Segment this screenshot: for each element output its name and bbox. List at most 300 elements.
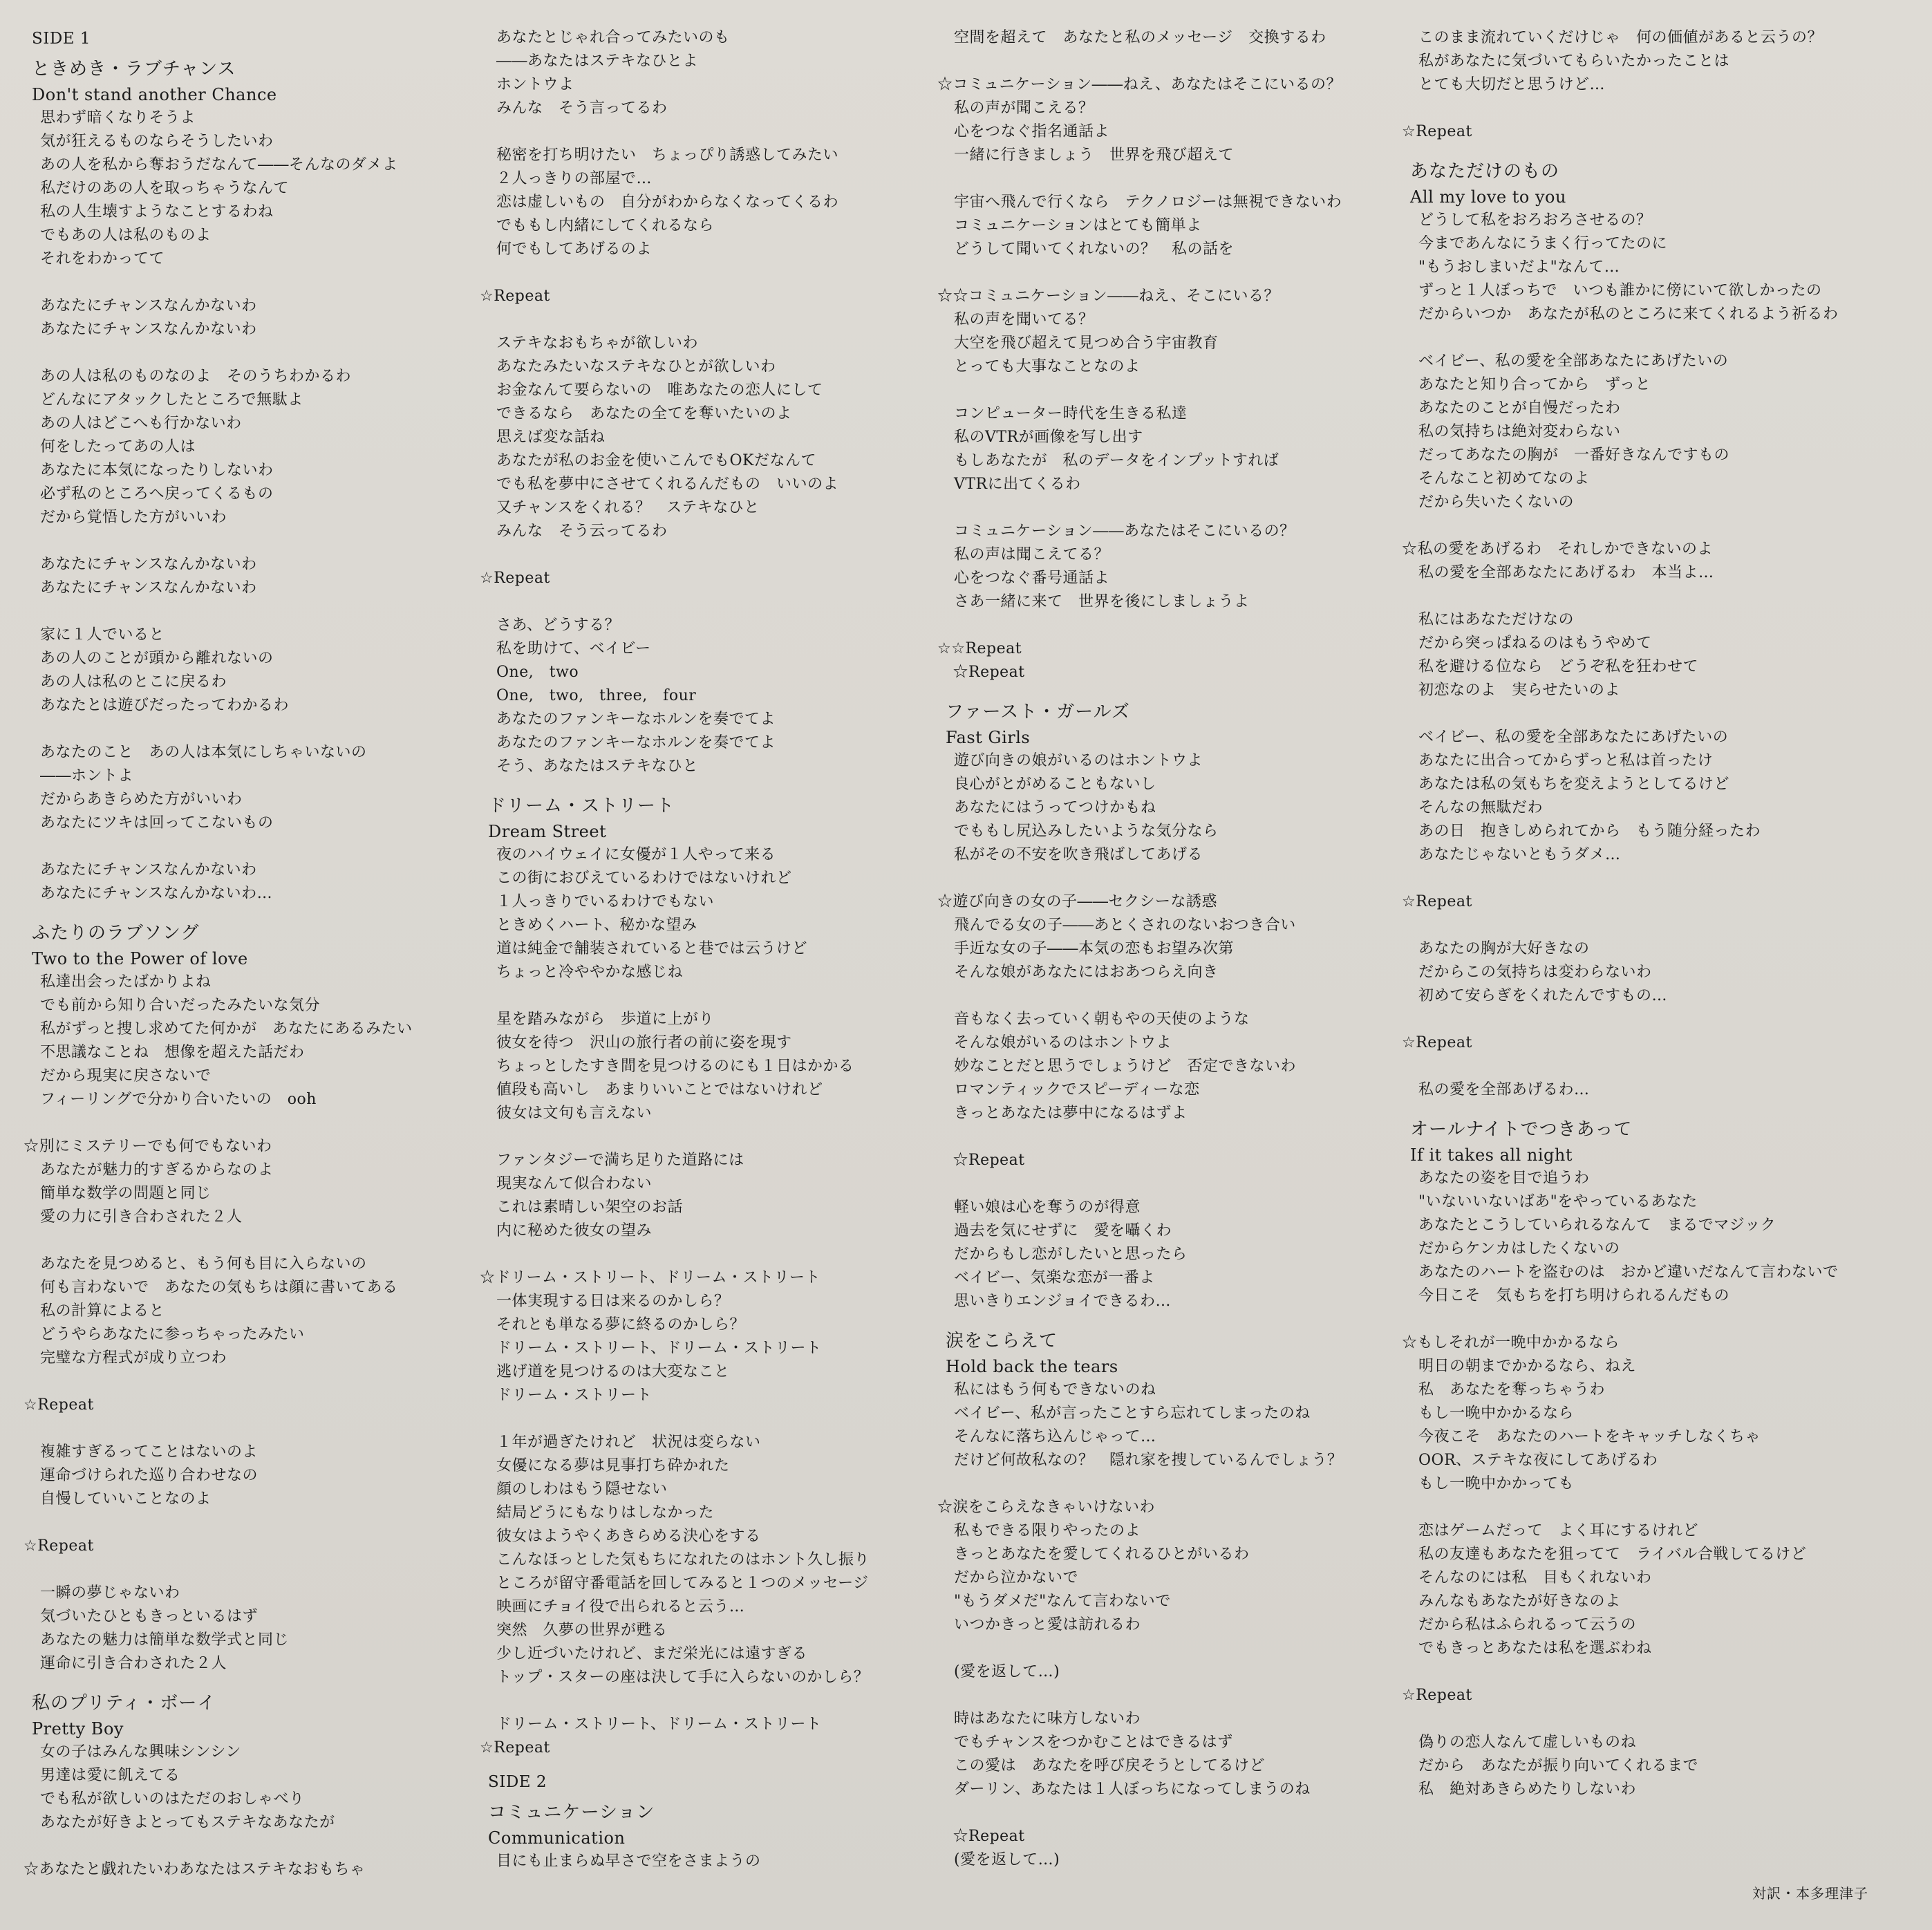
lyric-line: 私の友達もあなたを狙ってて ライバル合戦してるけど	[1418, 1546, 1807, 1563]
stanza-gap	[946, 167, 1402, 191]
lyric-line: トップ・スターの座は決して手に入らないのかしら？	[496, 1669, 870, 1686]
lyric-line: あなたが好きよとってもステキなあなたが	[40, 1814, 335, 1831]
lyric-line: だから失いたくないの	[1418, 494, 1575, 511]
side-label: SIDE 1	[32, 30, 91, 48]
lyric-line: 家に１人でいると	[40, 626, 165, 644]
lyric-line: 何も言わないで あなたの気もちは顔に書いてある	[40, 1279, 398, 1296]
song-title-english: Hold back the tears	[946, 1357, 1118, 1376]
lyric-line: だからあきらめた方がいいわ	[40, 791, 243, 808]
song-title: ときめき・ラブチャンス	[32, 59, 236, 79]
lyric-line: あなたにチャンスなんかないわ	[40, 579, 257, 597]
lyric-line: こんなほっとした気もちになれたのはホント久し振り	[496, 1551, 870, 1568]
lyric-line: 私にはあなただけなの	[1418, 611, 1575, 628]
side-label: SIDE 2	[488, 1773, 547, 1791]
lyric-line: 私がずっと捜し求めてた何かが あなたにあるみたい	[40, 1020, 413, 1038]
lyric-line: この愛は あなたを呼び戻そうとしてるけど	[954, 1757, 1266, 1774]
stanza-gap	[946, 1637, 1402, 1660]
lyric-line: 今夜こそ あなたのハートをキャッチしなくちゃ	[1418, 1428, 1761, 1445]
lyric-line: 女優になる夢は見事打ち砕かれた	[496, 1457, 730, 1474]
lyric-line: 偽りの恋人なんて虚しいものね	[1418, 1734, 1637, 1751]
lyric-line: 私の声は聞こえてる？	[954, 546, 1110, 563]
song-title-english: Dream Street	[488, 822, 607, 841]
lyric-line: きっとあなたを愛してくれるひとがいるわ	[954, 1546, 1250, 1563]
lyric-line: 私のVTRが画像を写し出す	[954, 429, 1143, 446]
lyric-line: 時はあなたに味方しないわ	[954, 1710, 1141, 1727]
lyric-line: だけど何故私なの？ 隠れ家を捜しているんでしょう？	[954, 1452, 1343, 1469]
stanza-gap	[946, 984, 1402, 1008]
lyric-line: ドリーム・ストリート	[496, 1387, 653, 1404]
column-3	[937, 26, 1402, 1872]
lyric-line: 心をつなぐ番号通話よ	[954, 570, 1110, 587]
lyric-line: でもきっとあなたは私を選ぶわね	[1418, 1640, 1652, 1657]
stanza-gap	[488, 1689, 944, 1713]
lyric-line: そんなこと初めてなのよ	[1418, 470, 1590, 487]
song-title-english: Don't stand another Chance	[32, 85, 277, 104]
lyric-line: 妙なことだと思うでしょうけど 否定できないわ	[954, 1058, 1297, 1075]
stanza-gap	[946, 379, 1402, 402]
lyric-line: 心をつなぐ指名通話よ	[954, 123, 1110, 140]
stanza-gap	[488, 543, 944, 567]
lyric-line: ファンタジーで満ち足りた道路には	[496, 1152, 744, 1169]
song-title: ふたりのラブソング	[32, 923, 200, 944]
chorus-line: ☆Repeat	[480, 1739, 550, 1756]
chorus-line: ☆Repeat	[480, 570, 550, 587]
lyric-line: あなたのことが自慢だったわ	[1418, 400, 1621, 417]
lyric-line: 一瞬の夢じゃないわ	[40, 1584, 180, 1602]
lyric-line: だからこの気持ちは変わらないわ	[1418, 964, 1652, 981]
chorus-line: ☆☆コミュニケーション――ねえ、そこにいる？	[937, 288, 1280, 305]
stanza-gap	[32, 1835, 488, 1858]
lyric-line: だから突っぱねるのはもうやめて	[1418, 635, 1652, 652]
song-title-english: Pretty Boy	[32, 1719, 124, 1739]
stanza-gap	[488, 1125, 944, 1149]
lyric-line: あなたにチャンスなんかないわ	[40, 321, 257, 338]
stanza-gap	[1410, 1496, 1908, 1519]
lyric-line: 思わず暗くなりそうよ	[40, 109, 196, 127]
stanza-gap	[32, 1370, 488, 1394]
lyric-line: でももし内緒にしてくれるなら	[496, 217, 715, 234]
lyric-line: だからもし恋がしたいと思ったら	[954, 1246, 1188, 1263]
lyric-line: 顔のしわはもう隠せない	[496, 1481, 668, 1498]
stanza-gap	[946, 1313, 1402, 1323]
lyric-line: ちょっとしたすき間を見つけるのにも１日はかかる	[496, 1058, 854, 1075]
stanza-gap	[946, 867, 1402, 890]
lyric-line: One, two	[496, 664, 579, 681]
chorus-line: ☆もしそれが一晩中かかるなら	[1402, 1334, 1620, 1351]
lyric-line: "いないいないばあ"をやっているあなた	[1418, 1193, 1698, 1210]
lyric-line: 秘密を打ち明けたい ちょっぴり誘惑してみたい	[496, 147, 839, 164]
lyric-line: ベイビー、私が言ったことすら忘れてしまったのね	[954, 1405, 1311, 1422]
lyric-line: 運命に引き合わされた２人	[40, 1655, 227, 1672]
stanza-gap	[32, 1112, 488, 1135]
lyric-line: 女の子はみんな興味シンシン	[40, 1743, 241, 1761]
lyric-line: 過去を気にせずに 愛を囁くわ	[954, 1222, 1172, 1239]
lyric-line: そんな娘がいるのはホントウよ	[954, 1034, 1172, 1051]
lyric-line: できるなら あなたの全てを奪いたいのよ	[496, 405, 792, 422]
lyric-line: 私 絶対あきらめたりしないわ	[1418, 1781, 1637, 1798]
stanza-gap	[488, 1760, 944, 1770]
stanza-gap	[488, 1243, 944, 1266]
stanza-gap	[32, 1558, 488, 1582]
chorus-line: ☆別にミステリーでも何でもないわ	[24, 1138, 272, 1155]
stanza-gap	[1410, 1008, 1908, 1031]
chorus-line: ☆Repeat	[937, 664, 1025, 681]
lyric-line: これは素晴しい架空のお話	[496, 1199, 684, 1216]
lyric-line: この街におびえているわけではないけれど	[496, 870, 792, 887]
lyric-line: あなたにチャンスなんかないわ	[40, 297, 257, 315]
stanza-gap	[946, 1472, 1402, 1496]
lyric-line: 何をしたってあの人は	[40, 438, 196, 456]
lyric-line: あなたのハートを盗むのは おかど違いだなんて言わないで	[1418, 1264, 1839, 1281]
lyric-line: 星を踏みながら 歩道に上がり	[496, 1011, 715, 1028]
lyric-line: 私の声を聞いてる？	[954, 311, 1094, 328]
stanza-gap	[946, 496, 1402, 520]
lyric-line: あの人はどこへも行かないわ	[40, 415, 242, 432]
lyric-line: ホントウよ	[496, 76, 574, 93]
lyric-line: あなたじゃないともうダメ…	[1418, 846, 1621, 863]
stanza-gap	[32, 1511, 488, 1535]
lyric-line: 自慢していいことなのよ	[40, 1490, 212, 1508]
lyric-line: 私を避ける位なら どうぞ私を狂わせて	[1418, 658, 1699, 675]
stanza-gap	[32, 1417, 488, 1441]
stanza-gap	[1410, 1707, 1908, 1731]
lyric-line: ――ホントよ	[40, 767, 134, 785]
column-2	[480, 26, 944, 1873]
lyric-line: ときめくハート、秘かな望み	[496, 917, 697, 934]
lyric-line: 私にはもう何もできないのね	[954, 1381, 1156, 1398]
lyric-line: 突然 久夢の世界が甦る	[496, 1622, 668, 1639]
lyric-line: あの人は私のとこに戻るわ	[40, 673, 227, 691]
lyric-line: あの人は私のものなのよ そのうちわかるわ	[40, 368, 352, 385]
lyric-line: 今まであんなにうまく行ってたのに	[1418, 235, 1668, 252]
lyric-line: だからいつか あなたが私のところに来てくれるよう祈るわ	[1418, 306, 1839, 323]
lyric-line: 不思議なことね 想像を超えた話だわ	[40, 1044, 305, 1061]
song-title-english: Communication	[488, 1828, 626, 1848]
lyric-line: 手近な女の子――本気の恋もお望み次第	[954, 940, 1235, 957]
song-title: 涙をこらえて	[946, 1331, 1058, 1351]
lyric-line: 音もなく去っていく朝もやの天使のような	[954, 1011, 1250, 1028]
chorus-line: ☆コミュニケーション――ねえ、あなたはそこにいるの？	[937, 76, 1342, 93]
lyric-line: One, two, three, four	[496, 687, 697, 704]
lyric-line: みんな そう言ってるわ	[496, 100, 668, 117]
lyric-line: (愛を返して…)	[954, 1663, 1060, 1680]
lyric-line: みんなもあなたが好きなのよ	[1418, 1593, 1621, 1610]
stanza-gap	[946, 1801, 1402, 1825]
lyric-line: 私の声が聞こえる？	[954, 100, 1094, 117]
chorus-line: ☆Repeat	[937, 1828, 1025, 1845]
stanza-gap	[488, 261, 944, 285]
lyric-line: フィーリングで分かり合いたいの ooh	[40, 1091, 317, 1108]
lyric-line: ――あなたはステキなひとよ	[496, 53, 699, 70]
lyric-line: だってあなたの胸が 一番好きなんですもの	[1418, 447, 1730, 464]
lyric-line: VTRに出てくるわ	[954, 476, 1081, 493]
lyric-line: あなたとこうしていられるなんて まるでマジック	[1418, 1217, 1776, 1234]
lyric-line: 夜のハイウェイに女優が１人やって来る	[496, 846, 776, 863]
stanza-gap	[946, 614, 1402, 637]
lyric-line: 気づいたひともきっといるはず	[40, 1608, 259, 1625]
lyric-line: ステキなおもちゃが欲しいわ	[496, 335, 699, 352]
lyric-line: 私の愛を全部あげるわ…	[1418, 1081, 1590, 1098]
lyric-line: 空間を超えて あなたと私のメッセージ 交換するわ	[954, 29, 1326, 46]
stanza-gap	[32, 906, 488, 915]
lyric-line: あなたの胸が大好きなの	[1418, 940, 1590, 957]
lyric-line: 内に秘めた彼女の望み	[496, 1222, 653, 1239]
lyric-line: あの日 抱きしめられてから もう随分経ったわ	[1418, 823, 1761, 840]
lyric-line: 今日こそ 気もちを打ち明けられるんだもの	[1418, 1287, 1730, 1304]
lyric-line: でもチャンスをつかむことはできるはず	[954, 1734, 1233, 1751]
lyric-line: 何でもしてあげるのよ	[496, 241, 653, 258]
lyric-line: 気が狂えるものならそうしたいわ	[40, 133, 274, 150]
lyric-line: ダーリン、あなたは１人ぼっちになってしまうのね	[954, 1781, 1311, 1798]
lyric-line: でも私を夢中にさせてくれるんだもの いいのよ	[496, 476, 839, 493]
stanza-gap	[1410, 914, 1908, 937]
lyric-line: そう、あなたはステキなひと	[496, 758, 699, 775]
stanza-gap	[488, 590, 944, 614]
lyric-line: 目にも止まらぬ早さで空をさまようの	[496, 1853, 761, 1870]
stanza-gap	[1410, 867, 1908, 890]
lyric-line: ちょっと冷ややかな感じね	[496, 964, 684, 981]
lyric-line: 私だけのあの人を取っちゃうなんて	[40, 180, 290, 197]
lyric-line: コミュニケーションはとても簡単よ	[954, 217, 1202, 234]
chorus-line: ☆Repeat	[24, 1537, 94, 1555]
lyric-line: 飛んでる女の子――あとくされのないおつき合い	[954, 917, 1296, 934]
lyric-line: ベイビー、私の愛を全部あなたにあげたいの	[1418, 353, 1729, 370]
lyric-line: とても大切だと思うけど…	[1418, 76, 1606, 93]
chorus-line: ☆涙をこらえなきゃいけないわ	[937, 1499, 1156, 1516]
stanza-gap	[32, 341, 488, 365]
lyric-line: だから覚悟した方がいいわ	[40, 509, 227, 526]
stanza-gap	[488, 1407, 944, 1431]
stanza-gap	[32, 835, 488, 859]
lyric-line: 私の人生壊すようなことするわね	[40, 203, 274, 221]
lyric-line: 私がその不安を吹き飛ばしてあげる	[954, 846, 1203, 863]
song-title-english: If it takes all night	[1410, 1145, 1573, 1165]
lyric-line: 軽い娘は心を奪うのが得意	[954, 1199, 1141, 1216]
lyric-line: 結局どうにもなりはしなかった	[496, 1504, 715, 1521]
song-title: あなただけのもの	[1410, 161, 1560, 182]
lyric-line: 思えば変な話ね	[496, 429, 606, 446]
lyric-line: あなたが私のお金を使いこんでもOKだなんて	[496, 452, 816, 469]
lyric-line: あなたとじゃれ合ってみたいのも	[496, 29, 730, 46]
stanza-gap	[1410, 1660, 1908, 1684]
lyric-line: あなたが魅力的すぎるからなのよ	[40, 1161, 274, 1179]
chorus-line: ☆Repeat	[1402, 1687, 1472, 1704]
lyric-line: 複雑すぎるってことはないのよ	[40, 1443, 259, 1461]
lyric-line: 恋はゲームだって よく耳にするけれど	[1418, 1522, 1699, 1539]
lyric-line: 宇宙へ飛んで行くなら テクノロジーは無視できないわ	[954, 194, 1342, 211]
lyric-line: "もうおしまいだよ"なんて…	[1418, 259, 1620, 276]
stanza-gap	[488, 984, 944, 1008]
stanza-gap	[1410, 514, 1908, 538]
lyric-line: そんなのには私 目もくれないわ	[1418, 1569, 1652, 1586]
lyric-line: でもあの人は私のものよ	[40, 227, 212, 244]
lyric-line: もし一晩中かかっても	[1418, 1475, 1575, 1492]
lyric-line: あなたにチャンスなんかないわ…	[40, 885, 273, 902]
stanza-gap	[1410, 97, 1908, 120]
lyric-line: 運命づけられた巡り合わせなの	[40, 1467, 259, 1484]
stanza-gap	[488, 778, 944, 788]
stanza-gap	[1410, 1102, 1908, 1112]
lyric-line: 現実なんて似合わない	[496, 1175, 653, 1192]
lyric-line: 逃げ道を見つけるのは大変なこと	[496, 1363, 730, 1380]
lyric-line: あなたとは遊びだったってわかるわ	[40, 697, 290, 714]
song-title: ファースト・ガールズ	[946, 702, 1130, 722]
lyric-line: 一体実現する日は来るのかしら？	[496, 1293, 730, 1310]
lyric-line: コンピューター時代を生きる私達	[954, 405, 1188, 422]
lyric-line: 映画にチョイ役で出られると云う…	[496, 1598, 745, 1615]
chorus-line: ☆Repeat	[24, 1396, 94, 1414]
lyric-line: あなたのファンキーなホルンを奏でてよ	[496, 711, 776, 728]
lyric-line: あなたにチャンスなんかないわ	[40, 556, 257, 573]
lyric-line: どんなにアタックしたところで無駄よ	[40, 391, 303, 409]
lyric-line: 大空を飛び超えて見つめ合う宇宙教育	[954, 335, 1219, 352]
song-title: コミュニケーション	[488, 1802, 655, 1823]
stanza-gap	[946, 1684, 1402, 1707]
lyric-line: 私もできる限りやったのよ	[954, 1522, 1141, 1539]
song-title: 私のプリティ・ボーイ	[32, 1693, 216, 1714]
chorus-line: ☆Repeat	[1402, 1034, 1472, 1051]
lyric-line: 彼女を待つ 沢山の旅行者の前に姿を現す	[496, 1034, 792, 1051]
song-title-english: Fast Girls	[946, 728, 1031, 747]
stanza-gap	[1410, 1308, 1908, 1331]
lyric-line: あなたの魅力は簡単な数学式と同じ	[40, 1631, 290, 1649]
lyric-line: 彼女は文句も言えない	[496, 1105, 653, 1122]
lyric-line: このまま流れていくだけじゃ 何の価値があると云うの？	[1418, 29, 1823, 46]
lyric-line: 私を助けて、ベイビー	[496, 640, 651, 657]
lyric-line: 初めて安らぎをくれたんですもの…	[1418, 987, 1668, 1004]
stanza-gap	[1410, 144, 1908, 153]
lyric-line: だから現実に戻さないで	[40, 1067, 212, 1085]
stanza-gap	[32, 271, 488, 294]
lyric-line: コミュニケーション――あなたはそこにいるの？	[954, 523, 1295, 540]
stanza-gap	[32, 1229, 488, 1253]
song-title: ドリーム・ストリート	[488, 796, 675, 816]
song-title: オールナイトでつきあって	[1410, 1119, 1633, 1140]
lyric-line: 私の計算によると	[40, 1302, 165, 1320]
lyric-line: どうして私をおろおろさせるの？	[1418, 212, 1652, 229]
lyric-line: ドリーム・ストリート、ドリーム・ストリート	[496, 1716, 822, 1733]
lyric-line: 私の愛を全部あなたにあげるわ 本当よ…	[1418, 564, 1714, 581]
lyric-line: どうやらあなたに参っちゃったみたい	[40, 1326, 305, 1343]
lyric-line: あなたは私の気もちを変えようとしてるけど	[1418, 776, 1730, 793]
lyric-line: 良心がとがめることもないし	[954, 776, 1156, 793]
lyric-line: お金なんて要らないの 唯あなたの恋人にして	[496, 382, 823, 399]
lyric-line: だから あなたが振り向いてくれるまで	[1418, 1757, 1699, 1774]
lyric-line: それをわかってて	[40, 250, 165, 268]
lyric-line: とっても大事なことなのよ	[954, 358, 1141, 375]
lyric-line: ところが留守番電話を回してみると１つのメッセージ	[496, 1575, 869, 1592]
stanza-gap	[1410, 585, 1908, 608]
lyric-line: あなたに出合ってからずっと私は首ったけ	[1418, 752, 1714, 769]
lyric-line: きっとあなたは夢中になるはずよ	[954, 1105, 1188, 1122]
stanza-gap	[32, 530, 488, 553]
chorus-line: ☆あなたと戯れたいわあなたはステキなおもちゃ	[24, 1861, 366, 1878]
lyric-line: そんなの無駄だわ	[1418, 799, 1544, 816]
lyric-line: だから泣かないで	[954, 1569, 1079, 1586]
lyric-line: でも私が欲しいのはただのおしゃべり	[40, 1790, 305, 1808]
lyric-line: 一緒に行きましょう 世界を飛び超えて	[954, 147, 1235, 164]
lyric-line: だからケンカはしたくないの	[1418, 1240, 1620, 1257]
lyric-line: １年が過ぎたけれど 状況は変らない	[496, 1434, 761, 1451]
lyric-line: 男達は愛に飢えてる	[40, 1767, 180, 1784]
song-title-english: All my love to you	[1410, 187, 1566, 207]
lyric-line: どうして聞いてくれないの？ 私の話を	[954, 241, 1235, 258]
lyric-line: 愛の力に引き合わされた２人	[40, 1208, 243, 1226]
lyric-line: "もうダメだ"なんて言わないで	[954, 1593, 1171, 1610]
column-4	[1402, 26, 1908, 1801]
stanza-gap	[946, 261, 1402, 285]
lyric-line: 簡単な数学の問題と同じ	[40, 1185, 212, 1202]
chorus-line: ☆☆Repeat	[937, 640, 1022, 657]
lyric-line: ロマンティックでスピーディーな恋	[954, 1081, 1200, 1098]
lyric-line: ベイビー、私の愛を全部あなたにあげたいの	[1418, 729, 1729, 746]
lyric-line: もし一晩中かかるなら	[1418, 1405, 1575, 1422]
lyric-line: 必ず私のところへ戻ってくるもの	[40, 485, 274, 503]
chorus-line: ☆Repeat	[480, 288, 550, 305]
stanza-gap	[32, 600, 488, 624]
lyric-line: あなたに本気になったりしないわ	[40, 462, 274, 479]
lyric-line: 私 あなたを奪っちゃうわ	[1418, 1381, 1606, 1398]
translator-credit: 対訳・本多理津子	[1752, 1885, 1868, 1902]
chorus-line: ☆Repeat	[937, 1152, 1025, 1169]
lyric-line: １人っきりでいるわけでもない	[496, 893, 715, 910]
lyric-line: あなたの姿を目で追うわ	[1418, 1170, 1590, 1187]
chorus-line: ☆私の愛をあげるわ それしかできないのよ	[1402, 541, 1714, 558]
lyric-line: あなたのこと あの人は本気にしちゃいないの	[40, 744, 367, 761]
lyric-line: 値段も高いし あまりいいことではないけれど	[496, 1081, 823, 1098]
stanza-gap	[1410, 326, 1908, 350]
lyric-line: 道は純金で舗装されていると巷では云うけど	[496, 940, 808, 957]
lyric-line: OOR、ステキな夜にしてあげるわ	[1418, 1452, 1658, 1469]
stanza-gap	[1410, 702, 1908, 726]
lyric-line: 私達出会ったばかりよね	[40, 973, 212, 991]
lyric-line: 私があなたに気づいてもらいたかったことは	[1418, 53, 1730, 70]
lyric-line: いつかきっと愛は訪れるわ	[954, 1616, 1141, 1633]
lyric-line: あなたのファンキーなホルンを奏でてよ	[496, 734, 776, 751]
stanza-gap	[946, 684, 1402, 694]
chorus-line: ☆ドリーム・ストリート、ドリーム・ストリート	[480, 1269, 821, 1286]
chorus-line: ☆Repeat	[1402, 893, 1472, 910]
lyric-line: ベイビー、気楽な恋が一番よ	[954, 1269, 1155, 1286]
song-title-english: Two to the Power of love	[32, 949, 248, 968]
lyric-line: それとも単なる夢に終るのかしら？	[496, 1316, 746, 1333]
stanza-gap	[32, 718, 488, 741]
lyric-line: ２人っきりの部屋で…	[496, 170, 653, 187]
lyric-line: そんな娘があなたにはおあつらえ向き	[954, 964, 1219, 981]
lyric-line: でももし尻込みしたいような気分なら	[954, 823, 1219, 840]
stanza-gap	[946, 1172, 1402, 1196]
chorus-line: ☆遊び向きの女の子――セクシーな誘惑	[937, 893, 1218, 910]
stanza-gap	[946, 1125, 1402, 1149]
lyric-line: さあ一緒に来て 世界を後にしましょうよ	[954, 593, 1250, 610]
lyric-line: だから私はふられるって云うの	[1418, 1616, 1637, 1633]
lyric-line: 又チャンスをくれる？ ステキなひと	[496, 499, 760, 516]
lyric-line: あなたにツキは回ってこないもの	[40, 814, 274, 832]
lyric-line: 思いきりエンジョイできるわ…	[954, 1293, 1172, 1310]
lyric-line: みんな そう云ってるわ	[496, 523, 668, 540]
lyric-line: 私の気持ちは絶対変わらない	[1418, 423, 1621, 440]
stanza-gap	[1410, 1055, 1908, 1078]
lyric-line: 完璧な方程式が成り立つわ	[40, 1349, 227, 1367]
lyric-line: あの人を私から奪おうだなんて――そんなのダメよ	[40, 156, 398, 174]
stanza-gap	[488, 120, 944, 144]
lyric-line: 初恋なのよ 実らせたいのよ	[1418, 682, 1620, 699]
lyric-line: あなたと知り合ってから ずっと	[1418, 376, 1651, 393]
lyric-line: ドリーム・ストリート、ドリーム・ストリート	[496, 1340, 822, 1357]
stanza-gap	[32, 1676, 488, 1685]
chorus-line: ☆Repeat	[1402, 123, 1472, 140]
lyric-line: さあ、どうする？	[496, 617, 621, 634]
